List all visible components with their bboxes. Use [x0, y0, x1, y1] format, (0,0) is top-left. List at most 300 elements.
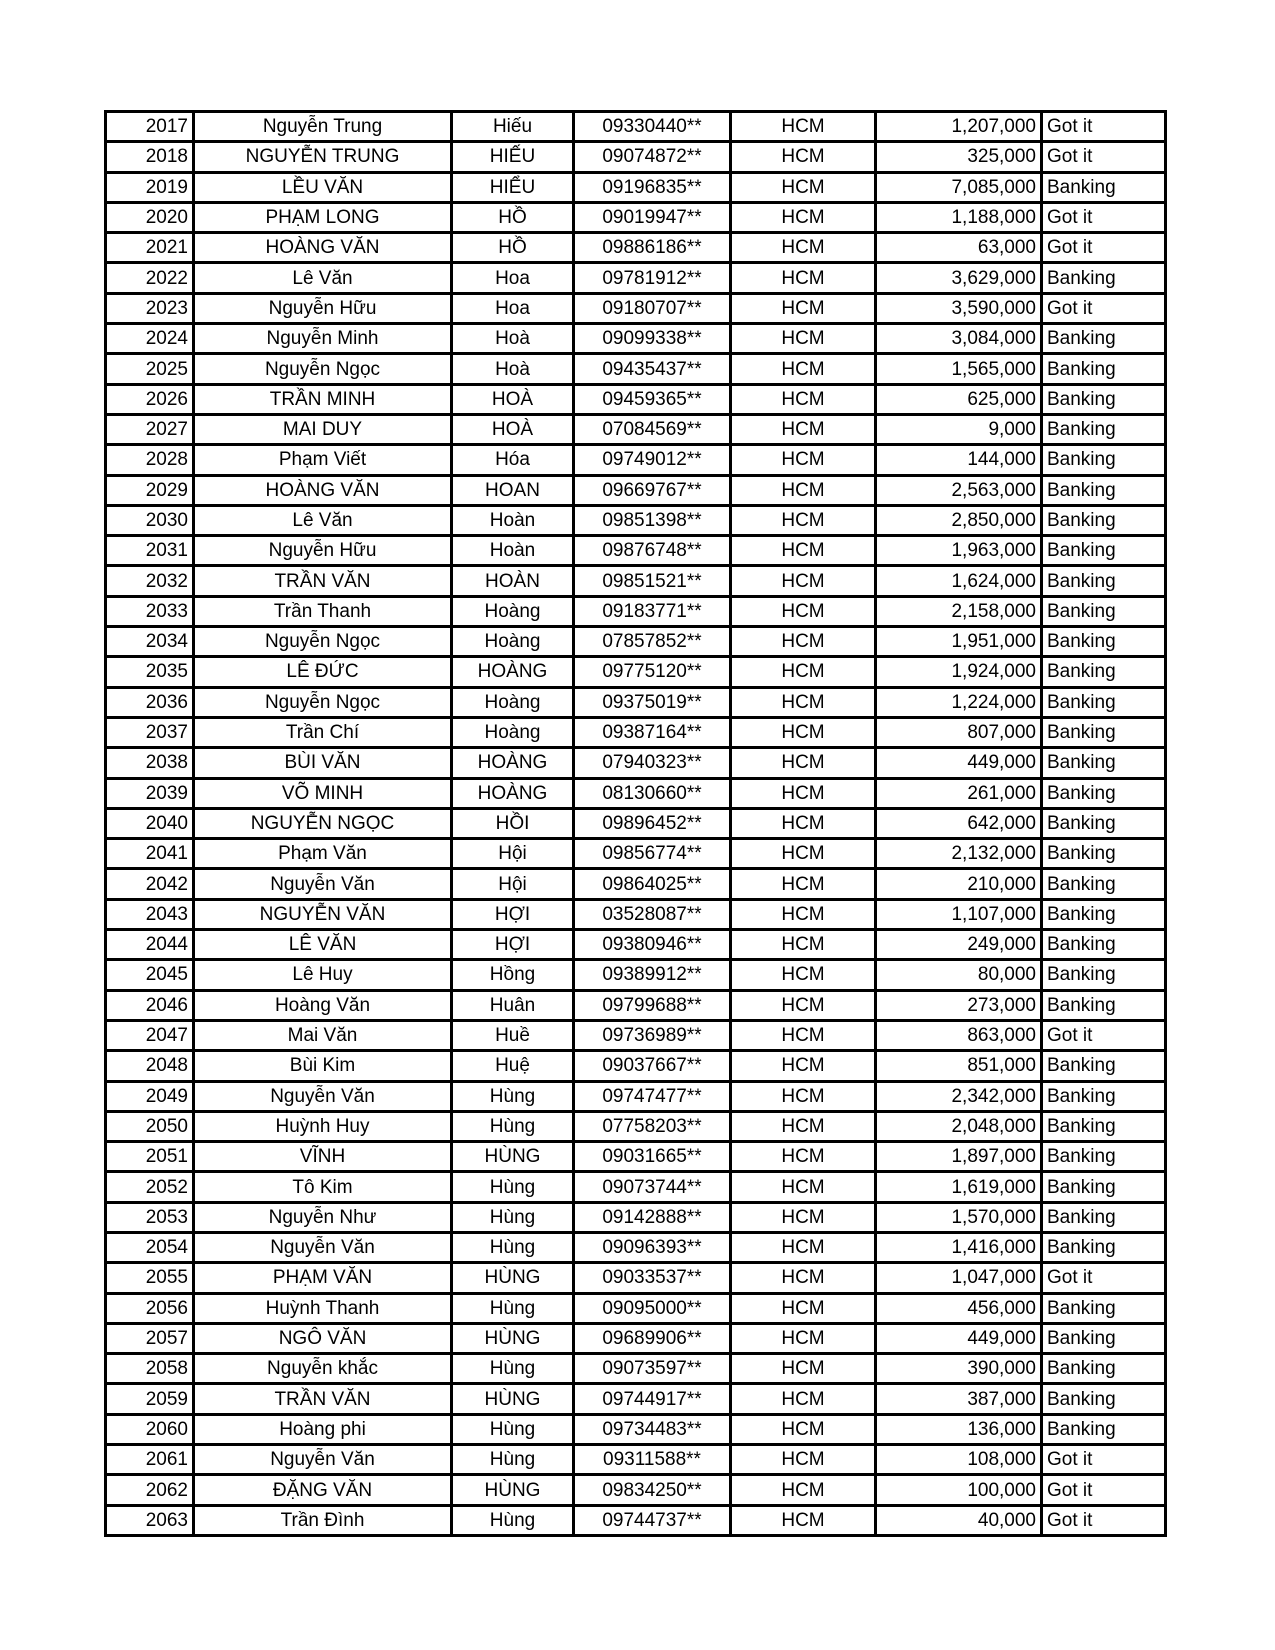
- cell-last-name: Huệ: [452, 1051, 574, 1081]
- cell-amount: 456,000: [876, 1293, 1042, 1323]
- table-row: [106, 839, 1166, 869]
- cell-first-name: Trần Thanh: [194, 596, 452, 626]
- cell-last-name: HỒ: [452, 202, 574, 232]
- table-row: [106, 142, 1166, 172]
- cell-location: HCM: [731, 1020, 876, 1050]
- cell-status: Banking: [1042, 869, 1166, 899]
- cell-location: HCM: [731, 293, 876, 323]
- cell-row-id: 2033: [106, 596, 194, 626]
- cell-phone: 09033537**: [574, 1263, 731, 1293]
- cell-status: Got it: [1042, 233, 1166, 263]
- cell-amount: 1,416,000: [876, 1232, 1042, 1262]
- cell-status: Banking: [1042, 748, 1166, 778]
- cell-first-name: Nguyễn Ngọc: [194, 687, 452, 717]
- cell-last-name: Hoà: [452, 324, 574, 354]
- cell-status: Banking: [1042, 990, 1166, 1020]
- cell-status: Got it: [1042, 1020, 1166, 1050]
- cell-amount: 1,624,000: [876, 566, 1042, 596]
- cell-row-id: 2034: [106, 627, 194, 657]
- cell-last-name: HÙNG: [452, 1475, 574, 1505]
- cell-amount: 807,000: [876, 717, 1042, 747]
- cell-amount: 1,224,000: [876, 687, 1042, 717]
- cell-location: HCM: [731, 1384, 876, 1414]
- cell-first-name: Phạm Văn: [194, 839, 452, 869]
- cell-row-id: 2025: [106, 354, 194, 384]
- cell-location: HCM: [731, 1293, 876, 1323]
- table-row: [106, 324, 1166, 354]
- table-row: [106, 445, 1166, 475]
- table-row: [106, 717, 1166, 747]
- cell-row-id: 2043: [106, 899, 194, 929]
- cell-location: HCM: [731, 566, 876, 596]
- table-row: [106, 293, 1166, 323]
- table-row: [106, 1414, 1166, 1444]
- cell-last-name: Hoa: [452, 293, 574, 323]
- cell-phone: 09380946**: [574, 930, 731, 960]
- cell-location: HCM: [731, 1414, 876, 1444]
- cell-location: HCM: [731, 657, 876, 687]
- cell-amount: 642,000: [876, 808, 1042, 838]
- cell-row-id: 2032: [106, 566, 194, 596]
- cell-first-name: MAI DUY: [194, 414, 452, 444]
- cell-row-id: 2050: [106, 1111, 194, 1141]
- table-row: [106, 354, 1166, 384]
- cell-amount: 1,924,000: [876, 657, 1042, 687]
- cell-phone: 09781912**: [574, 263, 731, 293]
- cell-row-id: 2059: [106, 1384, 194, 1414]
- cell-row-id: 2027: [106, 414, 194, 444]
- cell-last-name: Hùng: [452, 1414, 574, 1444]
- cell-location: HCM: [731, 1263, 876, 1293]
- cell-last-name: HOÀNG: [452, 748, 574, 778]
- cell-location: HCM: [731, 717, 876, 747]
- cell-status: Got it: [1042, 293, 1166, 323]
- cell-status: Banking: [1042, 384, 1166, 414]
- cell-row-id: 2051: [106, 1142, 194, 1172]
- cell-row-id: 2020: [106, 202, 194, 232]
- table-row: [106, 1111, 1166, 1141]
- cell-amount: 1,570,000: [876, 1202, 1042, 1232]
- cell-amount: 863,000: [876, 1020, 1042, 1050]
- cell-phone: 07084569**: [574, 414, 731, 444]
- cell-location: HCM: [731, 475, 876, 505]
- cell-status: Banking: [1042, 1384, 1166, 1414]
- cell-phone: 09775120**: [574, 657, 731, 687]
- table-row: [106, 202, 1166, 232]
- table-row: [106, 1445, 1166, 1475]
- cell-first-name: NGÔ VĂN: [194, 1323, 452, 1353]
- cell-amount: 1,207,000: [876, 112, 1042, 142]
- cell-phone: 09747477**: [574, 1081, 731, 1111]
- cell-row-id: 2052: [106, 1172, 194, 1202]
- cell-last-name: HỒ: [452, 233, 574, 263]
- cell-location: HCM: [731, 990, 876, 1020]
- cell-first-name: Nguyễn Hữu: [194, 293, 452, 323]
- cell-row-id: 2029: [106, 475, 194, 505]
- cell-first-name: LỀU VĂN: [194, 172, 452, 202]
- cell-last-name: Huề: [452, 1020, 574, 1050]
- cell-first-name: Huỳnh Huy: [194, 1111, 452, 1141]
- table-row: [106, 505, 1166, 535]
- cell-phone: 09019947**: [574, 202, 731, 232]
- cell-first-name: HOÀNG VĂN: [194, 475, 452, 505]
- cell-phone: 09073744**: [574, 1172, 731, 1202]
- cell-phone: 09856774**: [574, 839, 731, 869]
- cell-last-name: Hùng: [452, 1354, 574, 1384]
- cell-last-name: HỢI: [452, 899, 574, 929]
- cell-phone: 09096393**: [574, 1232, 731, 1262]
- cell-location: HCM: [731, 172, 876, 202]
- cell-phone: 09073597**: [574, 1354, 731, 1384]
- cell-status: Banking: [1042, 1111, 1166, 1141]
- table-row: [106, 475, 1166, 505]
- cell-amount: 3,590,000: [876, 293, 1042, 323]
- cell-status: Got it: [1042, 1505, 1166, 1535]
- table-row: [106, 1081, 1166, 1111]
- cell-row-id: 2042: [106, 869, 194, 899]
- cell-row-id: 2023: [106, 293, 194, 323]
- cell-amount: 9,000: [876, 414, 1042, 444]
- cell-amount: 2,048,000: [876, 1111, 1042, 1141]
- cell-location: HCM: [731, 1081, 876, 1111]
- cell-first-name: Mai Văn: [194, 1020, 452, 1050]
- cell-last-name: Hùng: [452, 1172, 574, 1202]
- cell-last-name: Hùng: [452, 1445, 574, 1475]
- cell-last-name: HOÀ: [452, 414, 574, 444]
- cell-row-id: 2048: [106, 1051, 194, 1081]
- table-row: [106, 1293, 1166, 1323]
- cell-phone: 09387164**: [574, 717, 731, 747]
- cell-last-name: Hội: [452, 869, 574, 899]
- cell-first-name: Hoàng phi: [194, 1414, 452, 1444]
- cell-first-name: Nguyễn Văn: [194, 1445, 452, 1475]
- cell-phone: 09330440**: [574, 112, 731, 142]
- cell-location: HCM: [731, 1142, 876, 1172]
- table-row: [106, 1172, 1166, 1202]
- cell-last-name: Hùng: [452, 1081, 574, 1111]
- cell-last-name: HỒI: [452, 808, 574, 838]
- cell-location: HCM: [731, 930, 876, 960]
- cell-amount: 2,158,000: [876, 596, 1042, 626]
- cell-first-name: VĨNH: [194, 1142, 452, 1172]
- cell-amount: 3,084,000: [876, 324, 1042, 354]
- cell-status: Got it: [1042, 1445, 1166, 1475]
- cell-location: HCM: [731, 202, 876, 232]
- cell-amount: 1,047,000: [876, 1263, 1042, 1293]
- cell-phone: 09749012**: [574, 445, 731, 475]
- cell-first-name: NGUYỄN VĂN: [194, 899, 452, 929]
- cell-last-name: Hóa: [452, 445, 574, 475]
- cell-status: Banking: [1042, 687, 1166, 717]
- table-row: [106, 748, 1166, 778]
- cell-amount: 2,563,000: [876, 475, 1042, 505]
- cell-phone: 09031665**: [574, 1142, 731, 1172]
- cell-phone: 09886186**: [574, 233, 731, 263]
- cell-status: Got it: [1042, 202, 1166, 232]
- cell-row-id: 2056: [106, 1293, 194, 1323]
- cell-phone: 07940323**: [574, 748, 731, 778]
- cell-row-id: 2061: [106, 1445, 194, 1475]
- cell-last-name: Huân: [452, 990, 574, 1020]
- cell-location: HCM: [731, 899, 876, 929]
- cell-first-name: Nguyễn Văn: [194, 1232, 452, 1262]
- cell-last-name: HIẾU: [452, 142, 574, 172]
- cell-status: Banking: [1042, 930, 1166, 960]
- cell-amount: 63,000: [876, 233, 1042, 263]
- cell-amount: 1,565,000: [876, 354, 1042, 384]
- cell-location: HCM: [731, 445, 876, 475]
- table-row: [106, 930, 1166, 960]
- cell-amount: 2,132,000: [876, 839, 1042, 869]
- cell-phone: 09734483**: [574, 1414, 731, 1444]
- cell-first-name: Nguyễn Ngọc: [194, 354, 452, 384]
- cell-location: HCM: [731, 687, 876, 717]
- cell-location: HCM: [731, 1354, 876, 1384]
- cell-row-id: 2045: [106, 960, 194, 990]
- cell-first-name: Nguyễn Như: [194, 1202, 452, 1232]
- cell-amount: 1,107,000: [876, 899, 1042, 929]
- cell-row-id: 2046: [106, 990, 194, 1020]
- cell-status: Banking: [1042, 839, 1166, 869]
- cell-phone: 09099338**: [574, 324, 731, 354]
- cell-first-name: PHẠM LONG: [194, 202, 452, 232]
- cell-status: Banking: [1042, 1293, 1166, 1323]
- cell-row-id: 2017: [106, 112, 194, 142]
- cell-first-name: LÊ ĐỨC: [194, 657, 452, 687]
- cell-status: Banking: [1042, 1232, 1166, 1262]
- cell-first-name: Nguyễn Văn: [194, 1081, 452, 1111]
- cell-row-id: 2047: [106, 1020, 194, 1050]
- cell-status: Banking: [1042, 445, 1166, 475]
- cell-phone: 09389912**: [574, 960, 731, 990]
- cell-amount: 249,000: [876, 930, 1042, 960]
- table-row: [106, 112, 1166, 142]
- cell-phone: 09799688**: [574, 990, 731, 1020]
- cell-status: Banking: [1042, 960, 1166, 990]
- cell-first-name: Trần Đình: [194, 1505, 452, 1535]
- cell-location: HCM: [731, 869, 876, 899]
- cell-status: Banking: [1042, 1142, 1166, 1172]
- cell-amount: 1,897,000: [876, 1142, 1042, 1172]
- cell-first-name: VÕ MINH: [194, 778, 452, 808]
- cell-status: Banking: [1042, 778, 1166, 808]
- table-row: [106, 596, 1166, 626]
- table-row: [106, 233, 1166, 263]
- table-row: [106, 172, 1166, 202]
- cell-location: HCM: [731, 536, 876, 566]
- cell-row-id: 2049: [106, 1081, 194, 1111]
- cell-location: HCM: [731, 384, 876, 414]
- cell-row-id: 2024: [106, 324, 194, 354]
- cell-status: Banking: [1042, 657, 1166, 687]
- cell-status: Banking: [1042, 414, 1166, 444]
- cell-first-name: Bùi Kim: [194, 1051, 452, 1081]
- table-row: [106, 869, 1166, 899]
- cell-row-id: 2030: [106, 505, 194, 535]
- cell-last-name: Hoàn: [452, 536, 574, 566]
- cell-row-id: 2055: [106, 1263, 194, 1293]
- cell-row-id: 2040: [106, 808, 194, 838]
- cell-phone: 09851521**: [574, 566, 731, 596]
- cell-last-name: Hoà: [452, 354, 574, 384]
- cell-first-name: Nguyễn Trung: [194, 112, 452, 142]
- cell-location: HCM: [731, 596, 876, 626]
- cell-amount: 80,000: [876, 960, 1042, 990]
- cell-location: HCM: [731, 1475, 876, 1505]
- cell-first-name: ĐẶNG VĂN: [194, 1475, 452, 1505]
- cell-amount: 1,963,000: [876, 536, 1042, 566]
- table-row: [106, 1505, 1166, 1535]
- cell-row-id: 2021: [106, 233, 194, 263]
- cell-location: HCM: [731, 354, 876, 384]
- cell-status: Banking: [1042, 1202, 1166, 1232]
- cell-phone: 09744917**: [574, 1384, 731, 1414]
- table-row: [106, 536, 1166, 566]
- cell-location: HCM: [731, 142, 876, 172]
- cell-first-name: Hoàng Văn: [194, 990, 452, 1020]
- table-row: [106, 627, 1166, 657]
- cell-last-name: HỢI: [452, 930, 574, 960]
- cell-amount: 449,000: [876, 1323, 1042, 1353]
- cell-row-id: 2057: [106, 1323, 194, 1353]
- cell-status: Banking: [1042, 263, 1166, 293]
- table-row: [106, 808, 1166, 838]
- cell-location: HCM: [731, 960, 876, 990]
- table-row: [106, 899, 1166, 929]
- table-row: [106, 384, 1166, 414]
- cell-amount: 1,619,000: [876, 1172, 1042, 1202]
- cell-status: Banking: [1042, 172, 1166, 202]
- cell-last-name: HOÀN: [452, 566, 574, 596]
- cell-last-name: HÙNG: [452, 1323, 574, 1353]
- cell-location: HCM: [731, 324, 876, 354]
- cell-last-name: Hùng: [452, 1293, 574, 1323]
- cell-last-name: HÙNG: [452, 1263, 574, 1293]
- cell-row-id: 2039: [106, 778, 194, 808]
- cell-amount: 625,000: [876, 384, 1042, 414]
- cell-first-name: Lê Văn: [194, 505, 452, 535]
- cell-phone: 09037667**: [574, 1051, 731, 1081]
- cell-phone: 07758203**: [574, 1111, 731, 1141]
- cell-row-id: 2060: [106, 1414, 194, 1444]
- cell-last-name: Hùng: [452, 1111, 574, 1141]
- cell-location: HCM: [731, 414, 876, 444]
- cell-location: HCM: [731, 748, 876, 778]
- cell-status: Got it: [1042, 142, 1166, 172]
- cell-amount: 100,000: [876, 1475, 1042, 1505]
- cell-first-name: Lê Văn: [194, 263, 452, 293]
- cell-first-name: Lê Huy: [194, 960, 452, 990]
- cell-status: Banking: [1042, 717, 1166, 747]
- cell-last-name: Hoàng: [452, 596, 574, 626]
- cell-last-name: Hoàng: [452, 687, 574, 717]
- table-row: [106, 687, 1166, 717]
- cell-amount: 449,000: [876, 748, 1042, 778]
- cell-location: HCM: [731, 1505, 876, 1535]
- cell-status: Banking: [1042, 1354, 1166, 1384]
- cell-phone: 09459365**: [574, 384, 731, 414]
- cell-last-name: Hoa: [452, 263, 574, 293]
- cell-status: Banking: [1042, 1323, 1166, 1353]
- cell-phone: 09375019**: [574, 687, 731, 717]
- cell-first-name: LÊ VĂN: [194, 930, 452, 960]
- cell-last-name: Hùng: [452, 1505, 574, 1535]
- cell-last-name: HIỂU: [452, 172, 574, 202]
- cell-first-name: Nguyễn Văn: [194, 869, 452, 899]
- cell-location: HCM: [731, 263, 876, 293]
- table-row: [106, 1354, 1166, 1384]
- cell-status: Banking: [1042, 354, 1166, 384]
- cell-status: Banking: [1042, 505, 1166, 535]
- cell-phone: 09864025**: [574, 869, 731, 899]
- cell-location: HCM: [731, 1445, 876, 1475]
- cell-amount: 387,000: [876, 1384, 1042, 1414]
- cell-last-name: Hoàng: [452, 627, 574, 657]
- cell-location: HCM: [731, 808, 876, 838]
- cell-amount: 210,000: [876, 869, 1042, 899]
- table-row: [106, 657, 1166, 687]
- cell-first-name: Nguyễn Minh: [194, 324, 452, 354]
- cell-location: HCM: [731, 1172, 876, 1202]
- cell-row-id: 2036: [106, 687, 194, 717]
- table-row: [106, 414, 1166, 444]
- cell-first-name: Nguyễn Ngọc: [194, 627, 452, 657]
- cell-status: Banking: [1042, 1051, 1166, 1081]
- cell-phone: 09074872**: [574, 142, 731, 172]
- cell-status: Banking: [1042, 1081, 1166, 1111]
- cell-row-id: 2035: [106, 657, 194, 687]
- cell-phone: 09435437**: [574, 354, 731, 384]
- cell-last-name: Hoàng: [452, 717, 574, 747]
- table-row: [106, 263, 1166, 293]
- table-row: [106, 1263, 1166, 1293]
- cell-amount: 1,951,000: [876, 627, 1042, 657]
- table-row: [106, 960, 1166, 990]
- table-row: [106, 778, 1166, 808]
- cell-first-name: NGUYỄN TRUNG: [194, 142, 452, 172]
- cell-phone: 03528087**: [574, 899, 731, 929]
- cell-last-name: Hiếu: [452, 112, 574, 142]
- cell-amount: 390,000: [876, 1354, 1042, 1384]
- table-row: [106, 1475, 1166, 1505]
- cell-row-id: 2041: [106, 839, 194, 869]
- cell-row-id: 2019: [106, 172, 194, 202]
- cell-row-id: 2038: [106, 748, 194, 778]
- cell-status: Banking: [1042, 808, 1166, 838]
- cell-amount: 851,000: [876, 1051, 1042, 1081]
- cell-status: Got it: [1042, 1475, 1166, 1505]
- cell-first-name: Nguyễn khắc: [194, 1354, 452, 1384]
- table-row: [106, 1232, 1166, 1262]
- cell-phone: 09180707**: [574, 293, 731, 323]
- cell-first-name: Huỳnh Thanh: [194, 1293, 452, 1323]
- cell-phone: 09095000**: [574, 1293, 731, 1323]
- cell-first-name: TRẦN VĂN: [194, 1384, 452, 1414]
- cell-phone: 09311588**: [574, 1445, 731, 1475]
- table-body: [106, 112, 1166, 1536]
- cell-last-name: Hùng: [452, 1202, 574, 1232]
- cell-location: HCM: [731, 505, 876, 535]
- cell-first-name: BÙI VĂN: [194, 748, 452, 778]
- table-row: [106, 990, 1166, 1020]
- cell-first-name: Nguyễn Hữu: [194, 536, 452, 566]
- cell-last-name: Hùng: [452, 1232, 574, 1262]
- cell-location: HCM: [731, 1111, 876, 1141]
- cell-last-name: HOÀ: [452, 384, 574, 414]
- cell-row-id: 2054: [106, 1232, 194, 1262]
- cell-phone: 09142888**: [574, 1202, 731, 1232]
- cell-amount: 2,342,000: [876, 1081, 1042, 1111]
